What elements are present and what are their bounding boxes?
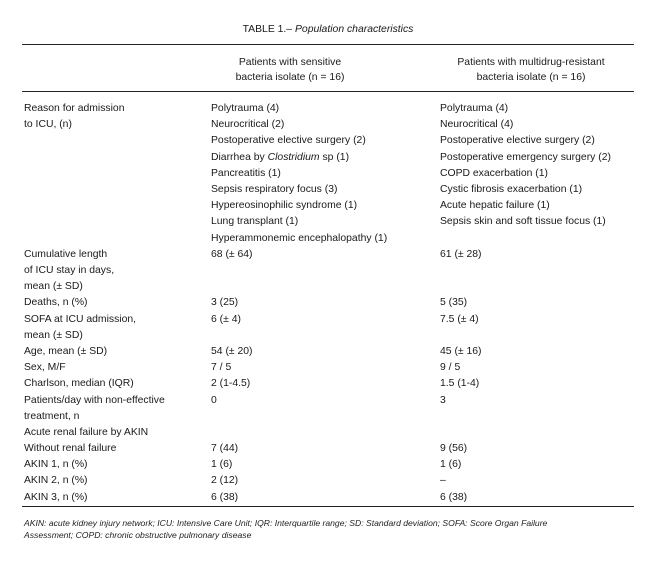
table-row [0, 393, 656, 425]
cell-sensitive-line: Diarrhea by Clostridium sp (1) [211, 151, 350, 163]
table-row [0, 376, 656, 392]
cell-mdr-line: 61 (± 28) [440, 248, 482, 260]
cell-mdr-line: Cystic fibrosis exacerbation (1) [440, 184, 583, 196]
row-label-line: Patients/day with non-effective [24, 394, 165, 406]
row-label-line: mean (± SD) [24, 281, 83, 293]
column-header-mdr [426, 55, 636, 85]
table-title-prefix: TABLE 1.– [242, 24, 295, 35]
cell-sensitive [211, 295, 431, 311]
table-row [0, 441, 656, 457]
cell-mdr [440, 457, 640, 473]
column-header-line: Patients with multidrug-resistant [457, 57, 605, 68]
cell-sensitive [211, 101, 431, 247]
cell-mdr-line: Acute hepatic failure (1) [440, 200, 550, 212]
row-label [24, 441, 204, 457]
table-row [0, 473, 656, 489]
table-row [0, 457, 656, 473]
cell-sensitive [211, 360, 431, 376]
cell-sensitive-line: Sepsis respiratory focus (3) [211, 184, 338, 196]
row-label-line: mean (± SD) [24, 329, 83, 341]
cell-mdr-line: 6 (38) [440, 491, 468, 503]
row-label [24, 425, 204, 441]
cell-mdr-line: – [440, 475, 446, 487]
row-label-line: AKIN 3, n (%) [24, 491, 88, 503]
row-label-line: of ICU stay in days, [24, 265, 115, 276]
footnote [24, 517, 636, 541]
row-label-line: Deaths, n (%) [24, 297, 88, 309]
cell-sensitive-line: 0 [211, 394, 217, 406]
column-header-line: bacteria isolate (n = 16) [476, 72, 586, 83]
cell-sensitive-line: 1 (6) [211, 459, 233, 471]
table-row [0, 425, 656, 441]
table-row [0, 247, 656, 296]
cell-mdr-line: 1 (6) [440, 459, 462, 471]
footnote-line: Assessment; COPD: chronic obstructive pulmonary disease [24, 530, 252, 540]
cell-mdr [440, 376, 640, 392]
cell-sensitive-line: Hyperammonemic encephalopathy (1) [211, 232, 388, 244]
cell-mdr-line: COPD exacerbation (1) [440, 167, 548, 179]
cell-sensitive-line: 6 (± 4) [211, 313, 241, 325]
cell-mdr [440, 101, 640, 231]
cell-sensitive [211, 376, 431, 392]
cell-sensitive-line: Neurocritical (2) [211, 119, 285, 131]
table-row [0, 295, 656, 311]
cell-mdr [440, 247, 640, 263]
cell-mdr-line: 9 / 5 [440, 362, 461, 374]
cell-sensitive-line: 68 (± 64) [211, 248, 253, 260]
cell-mdr-line: 7.5 (± 4) [440, 313, 479, 325]
cell-mdr-line: 3 [440, 394, 446, 406]
row-label-line: Age, mean (± SD) [24, 345, 108, 357]
row-label [24, 295, 204, 311]
cell-sensitive-line: 3 (25) [211, 297, 239, 309]
row-label [24, 376, 204, 392]
row-label [24, 312, 204, 344]
cell-sensitive [211, 441, 431, 457]
cell-mdr-line: Polytrauma (4) [440, 103, 509, 114]
cell-mdr [440, 441, 640, 457]
row-label-line: Sex, M/F [24, 362, 66, 374]
row-label-line: AKIN 2, n (%) [24, 475, 88, 487]
table-row [0, 312, 656, 344]
cell-mdr [440, 295, 640, 311]
cell-mdr-line: 1.5 (1-4) [440, 378, 480, 390]
cell-sensitive-line: Pancreatitis (1) [211, 167, 281, 179]
row-label-line: Without renal failure [24, 443, 117, 455]
cell-mdr [440, 490, 640, 506]
cell-sensitive-line: Lung transplant (1) [211, 216, 299, 228]
cell-sensitive-line: 6 (38) [211, 491, 239, 503]
cell-mdr-line: 9 (56) [440, 443, 468, 455]
cell-sensitive [211, 344, 431, 360]
cell-sensitive-line: 7 / 5 [211, 362, 232, 374]
cell-sensitive-line: Postoperative elective surgery (2) [211, 135, 366, 147]
cell-mdr [440, 393, 640, 409]
row-label [24, 344, 204, 360]
cell-sensitive [211, 457, 431, 473]
cell-sensitive [211, 247, 431, 263]
cell-sensitive-line: 2 (1-4.5) [211, 378, 251, 390]
table-row [0, 344, 656, 360]
table-row [0, 490, 656, 506]
header-rule [22, 91, 634, 92]
cell-sensitive-line: Polytrauma (4) [211, 103, 280, 114]
cell-mdr-line: 5 (35) [440, 297, 468, 309]
row-label [24, 360, 204, 376]
cell-mdr [440, 312, 640, 328]
cell-mdr-line: 45 (± 16) [440, 345, 482, 357]
table-row [0, 360, 656, 376]
cell-mdr-line: Neurocritical (4) [440, 119, 514, 131]
row-label [24, 473, 204, 489]
row-label-line: AKIN 1, n (%) [24, 459, 88, 471]
top-rule [22, 44, 634, 45]
footnote-line: AKIN: acute kidney injury network; ICU: Intensive Care Unit; IQR: Interquartile range; SD: Standard deviation; SOFA: Score Organ Failure [24, 518, 548, 528]
row-label [24, 393, 204, 425]
cell-sensitive [211, 473, 431, 489]
table-row [0, 101, 656, 247]
row-label [24, 457, 204, 473]
cell-mdr [440, 344, 640, 360]
cell-mdr [440, 473, 640, 489]
bottom-rule [22, 506, 634, 507]
cell-mdr-line: Postoperative elective surgery (2) [440, 135, 595, 147]
row-label-line: Charlson, median (IQR) [24, 378, 134, 390]
row-label [24, 247, 204, 296]
cell-sensitive [211, 393, 431, 409]
column-header-sensitive [192, 55, 388, 85]
row-label-line: Acute renal failure by AKIN [24, 426, 149, 438]
table-title [0, 23, 656, 36]
column-header-line: bacteria isolate (n = 16) [235, 72, 345, 83]
cell-sensitive-line: Hypereosinophilic syndrome (1) [211, 200, 358, 212]
row-label-line: SOFA at ICU admission, [24, 313, 137, 325]
cell-sensitive [211, 312, 431, 328]
row-label-line: Reason for admission [24, 103, 125, 114]
column-header-line: Patients with sensitive [238, 57, 342, 68]
cell-sensitive-line: 2 (12) [211, 475, 239, 487]
row-label-line: Cumulative length [24, 248, 108, 260]
cell-mdr [440, 360, 640, 376]
row-label-line: treatment, n [24, 410, 80, 422]
cell-mdr-line: Sepsis skin and soft tissue focus (1) [440, 216, 606, 228]
table-title-emphasis: Population characteristics [294, 24, 414, 35]
table-body [0, 101, 656, 506]
row-label-line: to ICU, (n) [24, 119, 72, 131]
row-label [24, 490, 204, 506]
cell-sensitive-line: 54 (± 20) [211, 345, 253, 357]
cell-mdr-line: Postoperative emergency surgery (2) [440, 151, 611, 163]
cell-sensitive [211, 490, 431, 506]
row-label [24, 101, 204, 133]
cell-sensitive-line: 7 (44) [211, 443, 239, 455]
